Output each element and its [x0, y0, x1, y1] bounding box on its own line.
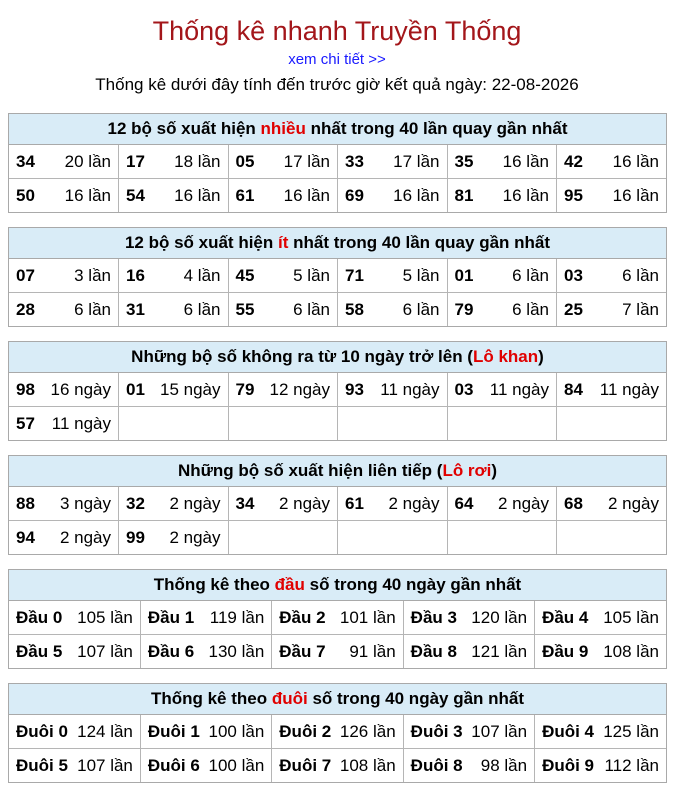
stat-key: Đuôi 0: [16, 721, 68, 741]
stats-table: [9, 601, 666, 668]
stat-key: Đuôi 2: [279, 721, 332, 741]
stat-key: Đuôi 1: [147, 721, 200, 741]
page-header: [0, 0, 674, 96]
stat-key: Đuôi 7: [279, 755, 332, 775]
stat-value: 6 lần: [512, 265, 549, 285]
stat-key: 07: [16, 265, 35, 285]
stat-cell: [338, 293, 448, 327]
stat-value: 15 ngày: [160, 379, 221, 399]
section-title: [9, 342, 666, 373]
section-title-text: 12 bộ số xuất hiện: [124, 233, 278, 252]
stat-key: 01: [454, 265, 474, 285]
stats-table: [9, 715, 666, 782]
stat-cell: [447, 259, 557, 293]
stat-value: 126 lần: [339, 721, 396, 741]
stat-cell: [140, 635, 271, 669]
stat-value: 3 ngày: [59, 493, 111, 513]
section-title: [9, 228, 666, 259]
stat-value: 11 ngày: [489, 379, 549, 399]
stat-cell: [535, 601, 666, 635]
stat-value: 11 ngày: [51, 413, 111, 433]
stat-cell: [228, 487, 338, 521]
stat-cell: [272, 635, 403, 669]
stat-value: 12 ngày: [269, 379, 330, 399]
section-title-text: Những bộ số xuất hiện liên tiếp (: [177, 461, 443, 480]
stats-table: [9, 373, 666, 440]
stats-table: [9, 145, 666, 212]
stat-value: 11 ngày: [599, 379, 659, 399]
stat-key: 03: [564, 265, 583, 285]
detail-link[interactable]: xem chi tiết >>: [288, 51, 386, 68]
stat-cell: [228, 145, 338, 179]
stat-cell: [228, 373, 338, 407]
section-title-text: 12 bộ số xuất hiện: [107, 119, 261, 138]
stat-key: 81: [454, 185, 474, 205]
table-row: [9, 373, 666, 407]
stat-value: 2 ngày: [169, 493, 221, 513]
stat-value: 11 ngày: [380, 379, 440, 399]
stat-cell: [403, 749, 534, 783]
stat-value: 100 lần: [208, 721, 265, 741]
stat-cell: [447, 293, 557, 327]
stat-key: Đuôi 6: [147, 755, 200, 775]
section-title-highlight: đầu: [274, 575, 305, 594]
stat-cell: [119, 179, 229, 213]
stat-cell: [403, 715, 534, 749]
stat-value: 16 lần: [393, 185, 440, 205]
stat-key: 69: [345, 185, 364, 205]
stat-cell: [557, 179, 667, 213]
stat-key: 55: [235, 299, 255, 319]
stat-value: 3 lần: [74, 265, 111, 285]
stat-key: Đuôi 4: [542, 721, 595, 741]
stat-key: Đuôi 5: [16, 755, 68, 775]
stat-cell: [119, 259, 229, 293]
stat-value: 108 lần: [339, 755, 396, 775]
stat-cell: [228, 179, 338, 213]
stat-key: 79: [454, 299, 474, 319]
stat-value: 98 lần: [480, 755, 528, 775]
stat-value: 2 ngày: [497, 493, 549, 513]
stat-key: Đầu 2: [279, 607, 326, 627]
table-row: [9, 145, 666, 179]
stat-key: Đầu 4: [542, 607, 589, 627]
table-row: [9, 293, 666, 327]
stat-value: 16 lần: [502, 185, 549, 205]
stat-key: 45: [235, 265, 255, 285]
stat-cell: [140, 749, 271, 783]
stat-key: 64: [454, 493, 474, 513]
stat-cell: [9, 521, 119, 555]
stat-cell: [557, 293, 667, 327]
section-duoi: [8, 683, 667, 783]
section-title-highlight: nhiều: [260, 119, 306, 138]
stat-value: 5 lần: [402, 265, 440, 285]
stat-value: 105 lần: [77, 607, 133, 627]
stat-cell: [557, 521, 667, 555]
stat-key: 57: [16, 413, 35, 433]
stat-cell: [447, 145, 557, 179]
stat-cell: [119, 293, 229, 327]
stat-cell: [557, 407, 667, 441]
stat-value: 107 lần: [77, 641, 133, 661]
stat-cell: [535, 635, 666, 669]
stat-cell: [272, 601, 403, 635]
stat-cell: [9, 179, 119, 213]
table-row: [9, 521, 666, 555]
section-title-text: số trong 40 ngày gần nhất: [307, 689, 525, 708]
stat-value: 130 lần: [208, 641, 265, 661]
stat-cell: [119, 373, 229, 407]
stat-value: 91 lần: [349, 641, 396, 661]
stat-value: 2 ngày: [388, 493, 440, 513]
stat-value: 16 lần: [612, 185, 659, 205]
stat-value: 101 lần: [339, 607, 396, 627]
section-title-highlight: Lô rơi: [442, 461, 492, 480]
stat-key: 84: [564, 379, 583, 399]
stat-value: 6 lần: [74, 299, 111, 319]
stat-cell: [338, 407, 448, 441]
stat-key: 33: [345, 151, 364, 171]
stat-cell: [338, 179, 448, 213]
stat-key: 88: [16, 493, 35, 513]
table-row: [9, 259, 666, 293]
stat-value: 2 ngày: [59, 527, 111, 547]
stat-value: 20 lần: [64, 151, 111, 171]
stat-key: 17: [126, 151, 145, 171]
stat-cell: [9, 487, 119, 521]
stat-key: 50: [16, 185, 35, 205]
stat-value: 6 lần: [402, 299, 440, 319]
stat-cell: [338, 145, 448, 179]
stat-cell: [338, 487, 448, 521]
stat-key: Đầu 1: [147, 607, 195, 627]
stat-cell: [119, 487, 229, 521]
stat-key: 05: [235, 151, 255, 171]
stat-value: 105 lần: [603, 607, 659, 627]
stat-cell: [9, 145, 119, 179]
stat-cell: [557, 259, 667, 293]
stat-value: 7 lần: [622, 299, 659, 319]
stat-key: 71: [345, 265, 364, 285]
stat-value: 2 ngày: [278, 493, 330, 513]
section-loroi: [8, 455, 667, 555]
section-title: [9, 456, 666, 487]
stat-value: 124 lần: [77, 721, 133, 741]
stat-key: 03: [454, 379, 474, 399]
stat-cell: [9, 635, 140, 669]
stat-key: 16: [126, 265, 145, 285]
section-least: [8, 227, 667, 327]
stat-key: Đầu 7: [279, 641, 326, 661]
section-title-text: Thống kê theo: [150, 689, 272, 708]
section-title: [9, 114, 666, 145]
section-title-text: Những bộ số không ra từ 10 ngày trở lên (: [131, 347, 473, 366]
stat-cell: [447, 373, 557, 407]
table-row: [9, 715, 666, 749]
section-title-text: nhất trong 40 lần quay gần nhất: [305, 119, 568, 138]
stat-key: Đầu 6: [147, 641, 195, 661]
section-title-highlight: đuôi: [271, 689, 308, 708]
stat-value: 6 lần: [183, 299, 221, 319]
stat-cell: [228, 521, 338, 555]
stat-key: 79: [235, 379, 255, 399]
table-row: [9, 179, 666, 213]
stat-key: 42: [564, 151, 583, 171]
stat-key: 61: [235, 185, 255, 205]
stat-cell: [9, 749, 140, 783]
stat-cell: [9, 407, 119, 441]
section-title: [9, 684, 666, 715]
stat-cell: [557, 487, 667, 521]
stat-key: 58: [345, 299, 364, 319]
stat-cell: [557, 373, 667, 407]
stat-cell: [140, 715, 271, 749]
section-title-text: nhất trong 40 lần quay gần nhất: [288, 233, 551, 252]
stat-cell: [447, 407, 557, 441]
stat-cell: [228, 293, 338, 327]
stat-key: Đuôi 9: [542, 755, 595, 775]
stat-key: Đầu 5: [16, 641, 63, 661]
stat-value: 121 lần: [471, 641, 528, 661]
section-dau: [8, 569, 667, 669]
page-subtitle: Thống kê dưới đây tính đến trước giờ kết quả ngày: 22-08-2026: [95, 75, 579, 94]
stat-key: 25: [564, 299, 583, 319]
stat-cell: [119, 407, 229, 441]
stat-key: 99: [126, 527, 145, 547]
stat-cell: [535, 749, 666, 783]
stat-value: 119 lần: [209, 607, 265, 627]
stat-value: 100 lần: [208, 755, 265, 775]
section-title-text: số trong 40 ngày gần nhất: [304, 575, 522, 594]
stat-cell: [9, 373, 119, 407]
stat-cell: [403, 635, 534, 669]
stats-table: [9, 259, 666, 326]
page-title: Thống kê nhanh Truyền Thống: [152, 16, 522, 46]
stat-cell: [9, 259, 119, 293]
stat-value: 6 lần: [622, 265, 659, 285]
stat-value: 16 ngày: [50, 379, 111, 399]
section-title-text: ): [538, 347, 544, 366]
stat-value: 5 lần: [293, 265, 330, 285]
stat-cell: [338, 521, 448, 555]
stat-key: 93: [345, 379, 364, 399]
stat-cell: [535, 715, 666, 749]
section-title-highlight: Lô khan: [472, 347, 539, 366]
stat-value: 18 lần: [174, 151, 221, 171]
stat-key: 54: [126, 185, 145, 205]
stat-key: 68: [564, 493, 583, 513]
table-row: [9, 407, 666, 441]
stat-cell: [9, 601, 140, 635]
stat-key: Đuôi 8: [410, 755, 463, 775]
stat-value: 125 lần: [603, 721, 659, 741]
stat-cell: [272, 715, 403, 749]
stat-key: 95: [564, 185, 583, 205]
stat-key: Đầu 3: [410, 607, 457, 627]
stat-cell: [403, 601, 534, 635]
stat-key: Đuôi 3: [410, 721, 463, 741]
stat-value: 16 lần: [612, 151, 659, 171]
stat-key: 34: [16, 151, 35, 171]
stat-key: 61: [345, 493, 364, 513]
stat-value: 17 lần: [283, 151, 330, 171]
stat-cell: [140, 601, 271, 635]
stat-cell: [447, 521, 557, 555]
stat-value: 2 ngày: [169, 527, 221, 547]
stats-table: [9, 487, 666, 554]
stat-key: 98: [16, 379, 35, 399]
section-title-text: ): [491, 461, 498, 480]
stat-value: 120 lần: [471, 607, 528, 627]
stat-key: 35: [454, 151, 474, 171]
stat-key: 01: [126, 379, 145, 399]
stat-cell: [557, 145, 667, 179]
stat-key: 94: [16, 527, 35, 547]
table-row: [9, 749, 666, 783]
stat-key: Đầu 9: [542, 641, 589, 661]
stat-cell: [119, 145, 229, 179]
section-title-text: Thống kê theo: [153, 575, 275, 594]
stat-value: 2 ngày: [607, 493, 659, 513]
stat-cell: [447, 487, 557, 521]
stat-value: 6 lần: [293, 299, 330, 319]
stat-value: 107 lần: [77, 755, 133, 775]
stat-value: 16 lần: [64, 185, 111, 205]
table-row: [9, 487, 666, 521]
section-most: [8, 113, 667, 213]
stat-cell: [338, 373, 448, 407]
stat-key: Đầu 0: [16, 607, 63, 627]
stat-key: 32: [126, 493, 145, 513]
stat-value: 108 lần: [603, 641, 659, 661]
stat-cell: [338, 259, 448, 293]
stat-key: 31: [126, 299, 145, 319]
table-row: [9, 601, 666, 635]
stat-cell: [272, 749, 403, 783]
stat-value: 107 lần: [471, 721, 528, 741]
section-lokhan: [8, 341, 667, 441]
stat-key: Đầu 8: [410, 641, 457, 661]
stat-value: 16 lần: [502, 151, 549, 171]
stat-cell: [228, 259, 338, 293]
stat-cell: [447, 179, 557, 213]
stat-value: 17 lần: [393, 151, 440, 171]
stat-value: 4 lần: [183, 265, 221, 285]
section-title-highlight: ít: [278, 233, 289, 252]
stat-key: 28: [16, 299, 35, 319]
section-title: [9, 570, 666, 601]
stat-cell: [9, 293, 119, 327]
stat-cell: [9, 715, 140, 749]
stat-value: 16 lần: [283, 185, 330, 205]
stat-value: 112 lần: [604, 755, 659, 775]
stat-value: 16 lần: [174, 185, 221, 205]
stat-cell: [119, 521, 229, 555]
stat-cell: [228, 407, 338, 441]
stat-key: 34: [235, 493, 255, 513]
stat-value: 6 lần: [512, 299, 549, 319]
table-row: [9, 635, 666, 669]
